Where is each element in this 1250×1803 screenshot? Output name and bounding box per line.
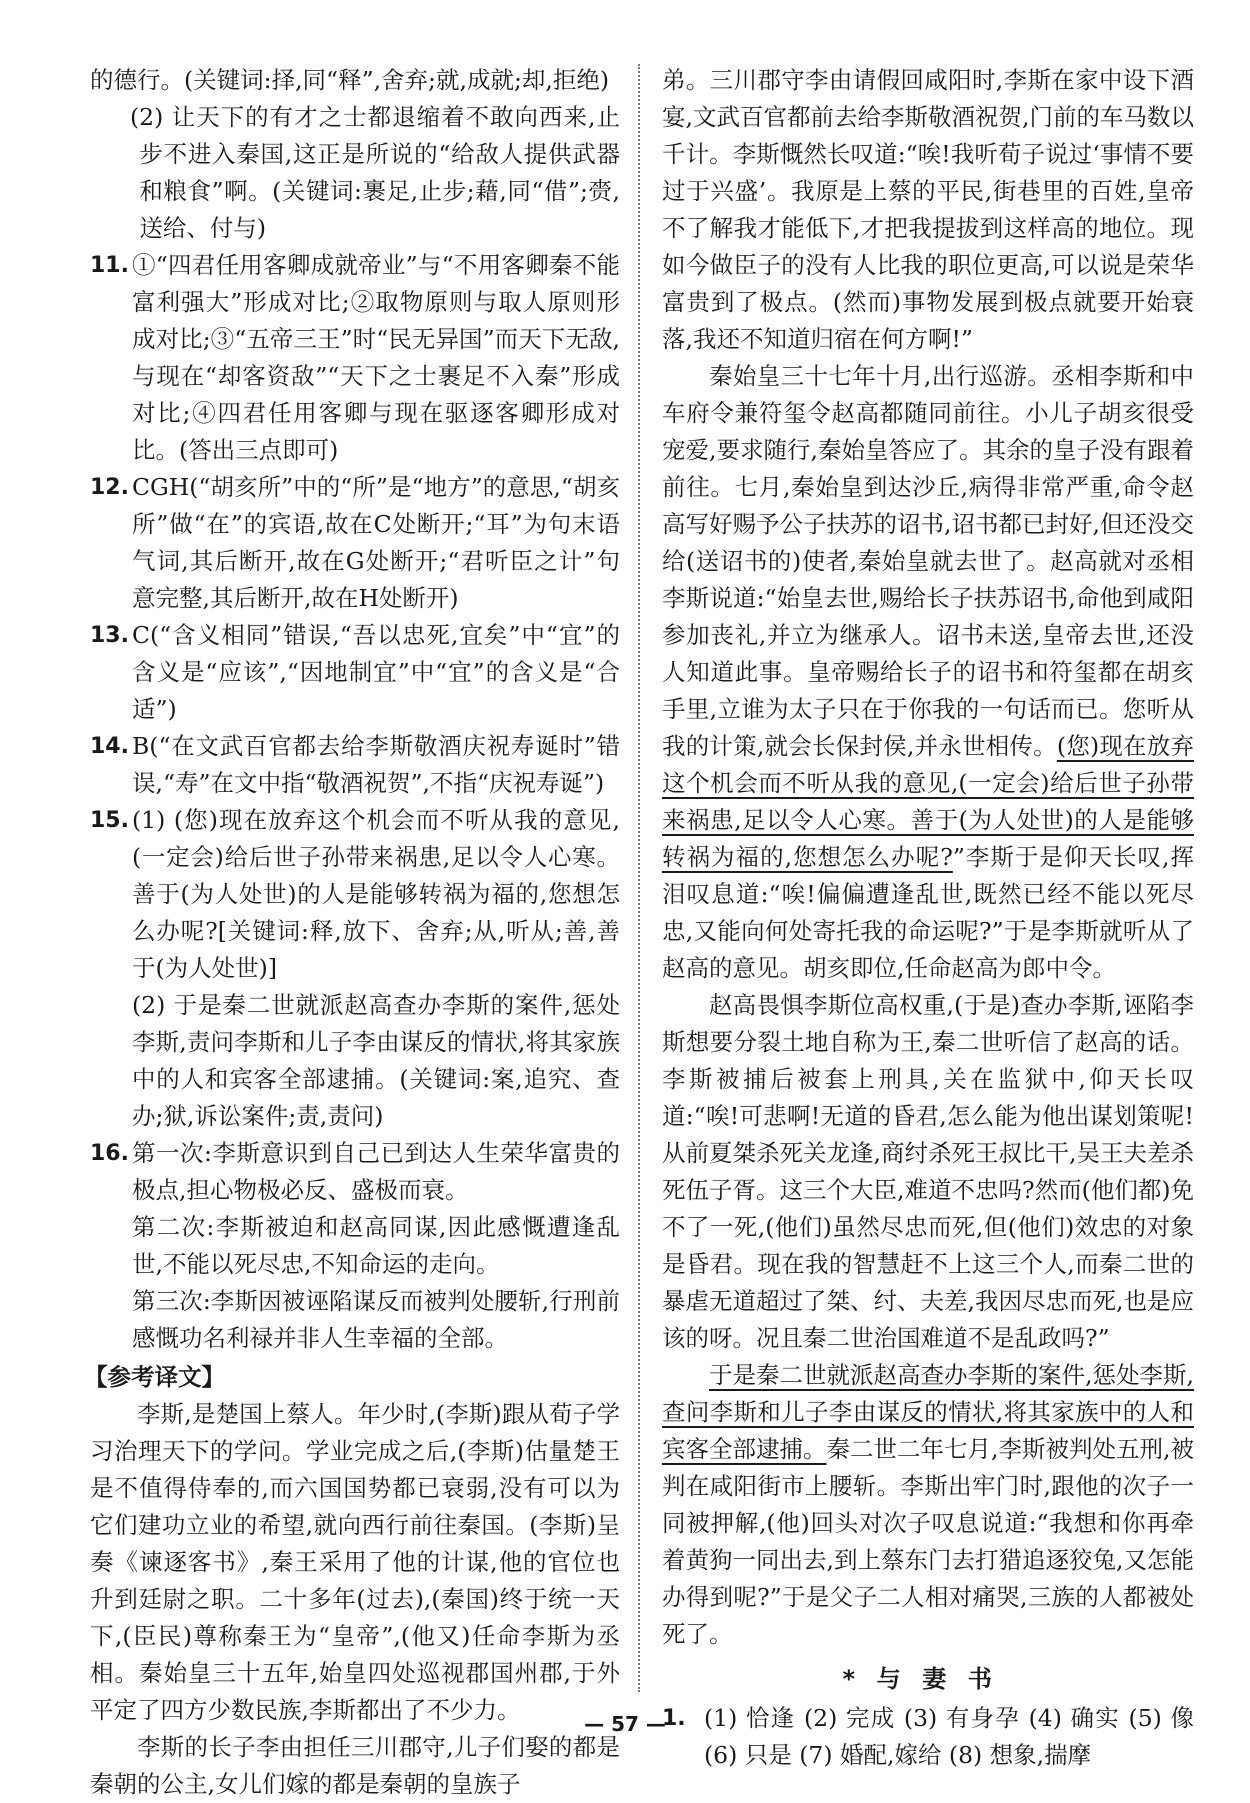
answer-text-2: (2) 于是秦二世就派赵高查办李斯的案件,惩处李斯,责问李斯和儿子李由谋反的情状,将其家族中的人和宾客全部逮捕。(关键词:案,追究、查办;狱,诉讼案件;责,责问) xyxy=(132,991,620,1130)
answer-text-3: 第三次:李斯因被诬陷谋反而被判处腰斩,行刑前感慨功名利禄并非人生幸福的全部。 xyxy=(132,1287,620,1352)
answer-text-2: 第二次:李斯被迫和赵高同谋,因此感慨遭逢乱世,不能以死尽忠,不知命运的走向。 xyxy=(132,1213,620,1278)
translation-text: 秦二世二年七月,李斯被判处五刑,被判在咸阳街市上腰斩。李斯出牢门时,跟他的次子一同被押解,(他)回头对次子叹息说道:“我想和你再牵着黄狗一同出去,到上蔡东门去打猎追逐狡兔,又怎能办得到呢?”于是父子二人相对痛哭,三族的人都被处死了。 xyxy=(662,1435,1194,1648)
question-number: 11. xyxy=(90,253,129,278)
answer-text-1: (1) (您)现在放弃这个机会而不听从我的意见,(一定会)给后世子孙带来祸患,足以令人心寒。善于(为人处世)的人是能够转祸为福的,您想怎么办呢?[关键词:释,放下、舍弃;从,听从;善,善于(为人处世)] xyxy=(132,806,620,982)
answer-text: B(“在文武百官都去给李斯敬酒庆祝寿诞时”错误,“寿”在文中指“敬酒祝贺”,不指“庆祝寿诞”) xyxy=(132,732,620,797)
question-number: 12. xyxy=(90,475,129,500)
answer-10-2: (2) 让天下的有才之士都退缩着不敢向西来,止步不进入秦国,这正是所说的“给敌人提供武器和粮食”啊。(关键词:裹足,止步;藉,同“借”;赍,送给、付与) xyxy=(129,103,620,242)
translation-paragraph-2: 李斯的长子李由担任三川郡守,儿子们娶的都是秦朝的公主,女儿们嫁的都是秦朝的皇族子 xyxy=(90,1733,620,1798)
page-number: — 57 — xyxy=(584,1712,666,1736)
translation-paragraph-3: 弟。三川郡守李由请假回咸阳时,李斯在家中设下酒宴,文武百官都前去给李斯敬酒祝贺,门前的车马数以千计。李斯慨然长叹道:“唉!我听荀子说过‘事情不要过于兴盛’。我原是上蔡的平民,街巷里的百姓,皇帝不了解我才能低下,才把我提拔到这样高的地位。现如今做臣子的没有人比我的职位更高,可以说是荣华富贵到了极点。(然而)事物发展到极点就要开始衰落,我还不知道归宿在何方啊!” xyxy=(662,66,1194,353)
left-column xyxy=(84,62,620,1803)
question-13 xyxy=(90,617,620,728)
question-12 xyxy=(90,469,620,617)
translation-text: ”李斯于是仰天长叹,挥泪叹息道:“唉!偏偏遭逢乱世,既然已经不能以死尽忠,又能向何处寄托我的命运呢?”于是李斯就听从了赵高的意见。胡亥即位,任命赵高为郎中令。 xyxy=(662,843,1194,982)
question-number: 16. xyxy=(90,1141,129,1166)
question-number: 13. xyxy=(90,623,129,648)
section-title: 【参考译文】 xyxy=(84,1363,225,1391)
translation-paragraph-5: 赵高畏惧李斯位高权重,(于是)查办李斯,诬陷李斯想要分裂土地自称为王,秦二世听信了赵高的话。李斯被捕后被套上刑具,关在监狱中,仰天长叹道:“唉!可悲啊!无道的昏君,怎么能为他出谋划策呢!从前夏桀杀死关龙逢,商纣杀死王叔比干,吴王夫差杀死伍子胥。这三个大臣,难道不忠吗?然而(他们都)免不了一死,(他们)虽然尽忠而死,但(他们)效忠的对象是昏君。现在我的智慧赶不上这三个人,而秦二世的暴虐无道超过了桀、纣、夫差,我因尽忠而死,也是应该的呀。况且秦二世治国难道不是乱政吗?” xyxy=(662,991,1194,1352)
translation-paragraph-4 xyxy=(662,358,1194,987)
question-15 xyxy=(90,802,620,1135)
answer-text: C(“含义相同”错误,“吾以忠死,宜矣”中“宜”的含义是“应该”,“因地制宜”中“宜”的含义是“合适”) xyxy=(132,621,620,723)
translation-paragraph-1: 李斯,是楚国上蔡人。年少时,(李斯)跟从荀子学习治理天下的学问。学业完成之后,(李斯)估量楚王是不值得侍奉的,而六国国势都已衰弱,没有可以为它们建功立业的希望,就向西行前往秦国。(李斯)呈奏《谏逐客书》,秦王采用了他的计谋,他的官位也升到廷尉之职。二十多年(过去),(秦国)终于统一天下,(臣民)尊称秦王为“皇帝”,(他又)任命李斯为丞相。秦始皇三十五年,始皇四处巡视郡国州郡,于外平定了四方少数民族,李斯都出了不少力。 xyxy=(90,1400,620,1724)
column-divider xyxy=(638,64,641,1692)
underlined-sentence: 于是秦二世就派赵高查办李斯的案件,惩处李斯,查问李斯和儿子李由谋反的情状,将其家族中的人和宾客全部逮捕。 xyxy=(662,1361,1194,1463)
underlined-sentence: (您)现在放弃这个机会而不听从我的意见,(一定会)给后世子孙带来祸患,足以令人心寒。善于(为人处世)的人是能够转祸为福的,您想怎么办呢? xyxy=(662,732,1194,871)
answer-10-1-tail: 的德行。(关键词:择,同“释”,舍弃;就,成就;却,拒绝) xyxy=(90,66,609,94)
question-number: 14. xyxy=(90,734,129,759)
translation-paragraph-6 xyxy=(662,1357,1194,1653)
translation-text: 秦始皇三十七年十月,出行巡游。丞相李斯和中车府令兼符玺令赵高都随同前往。小儿子胡亥很受宠爱,要求随行,秦始皇答应了。其余的皇子没有跟着前往。七月,秦始皇到达沙丘,病得非常严重,命令赵高写好赐予公子扶苏的诏书,诏书都已封好,但还没交给(送诏书的)使者,秦始皇就去世了。赵高就对丞相李斯说道:“始皇去世,赐给长子扶苏诏书,命他到咸阳参加丧礼,并立为继承人。诏书未送,皇帝去世,还没人知道此事。皇帝赐给长子的诏书和符玺都在胡亥手里,立谁为太子只在于你我的一句话而已。您听从我的计策,就会长保封侯,并永世相传。 xyxy=(662,362,1194,760)
question-14 xyxy=(90,728,620,802)
right-column xyxy=(662,62,1194,1774)
answer-text-1: 第一次:李斯意识到自己已到达人生荣华富贵的极点,担心物极必反、盛极而衰。 xyxy=(132,1139,620,1204)
essay-title: *与妻书 xyxy=(842,1665,1014,1693)
question-11 xyxy=(90,247,620,469)
question-number: 15. xyxy=(90,808,129,833)
question-number: 1. xyxy=(662,1706,686,1731)
question-16 xyxy=(90,1135,620,1357)
answer-text: (1) 恰逢 (2) 完成 (3) 有身孕 (4) 确实 (5) 像 (6) 只是 (7) 婚配,嫁给 (8) 想象,揣摩 xyxy=(704,1704,1194,1769)
answer-text: CGH(“胡亥所”中的“所”是“地方”的意思,“胡亥所”做“在”的宾语,故在C处断开;“耳”为句末语气词,其后断开,故在G处断开;“君听臣之计”句意完整,其后断开,故在H处断开) xyxy=(132,473,620,612)
answer-text: ①“四君任用客卿成就帝业”与“不用客卿秦不能富利强大”形成对比;②取物原则与取人原则形成对比;③“五帝三王”时“民无异国”而天下无敌,与现在“却客资敌”“天下之士裹足不入秦”形成对比;④四君任用客卿与现在驱逐客卿形成对比。(答出三点即可) xyxy=(132,251,620,464)
